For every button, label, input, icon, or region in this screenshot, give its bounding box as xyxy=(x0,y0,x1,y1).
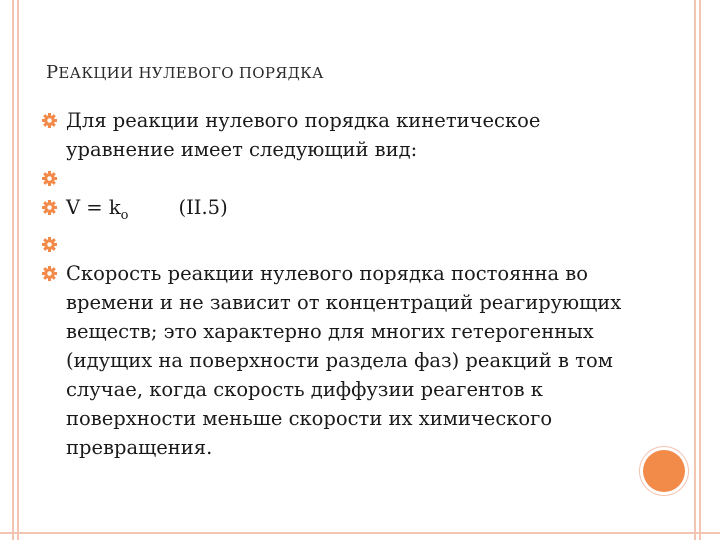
bullet-item xyxy=(40,259,630,462)
gear-bullet-icon xyxy=(42,266,57,281)
bullet-text: Для реакции нулевого порядка кинетическое уравнение имеет следующий вид: xyxy=(66,109,541,161)
slide-title-initial: Р xyxy=(46,62,59,83)
frame-line-right xyxy=(699,0,701,540)
bullet-item xyxy=(40,106,630,164)
frame-line-left-inner xyxy=(17,0,19,540)
bullet-item-formula xyxy=(40,193,630,230)
formula-subscript: o xyxy=(120,208,129,223)
frame-line-bottom xyxy=(0,532,720,534)
bullet-item-empty xyxy=(40,230,630,259)
gear-bullet-icon xyxy=(42,237,57,252)
bullet-list xyxy=(40,106,630,462)
bullet-text: Скорость реакции нулевого порядка постоянна во времени и не зависит от концентраций реагирующих веществ; это характерно для многих гетерогенных (идущих на поверхности раздела фаз) реакций в том случае, когда скорость диффузии реагентов к поверхности меньше скорости их химического превращения. xyxy=(66,262,622,459)
gear-bullet-icon xyxy=(42,171,57,186)
bullet-item-empty xyxy=(40,164,630,193)
slide-title xyxy=(46,62,324,83)
gear-bullet-icon xyxy=(42,113,57,128)
decorative-circle xyxy=(643,450,685,492)
slide-title-rest: ЕАКЦИИ НУЛЕВОГО ПОРЯДКА xyxy=(58,64,324,82)
frame-line-left xyxy=(12,0,14,540)
formula-reference: (II.5) xyxy=(178,196,228,219)
frame-line-right-inner xyxy=(694,0,696,540)
formula xyxy=(66,193,630,230)
gear-bullet-icon xyxy=(42,200,57,215)
formula-lhs: V = k xyxy=(66,196,121,219)
